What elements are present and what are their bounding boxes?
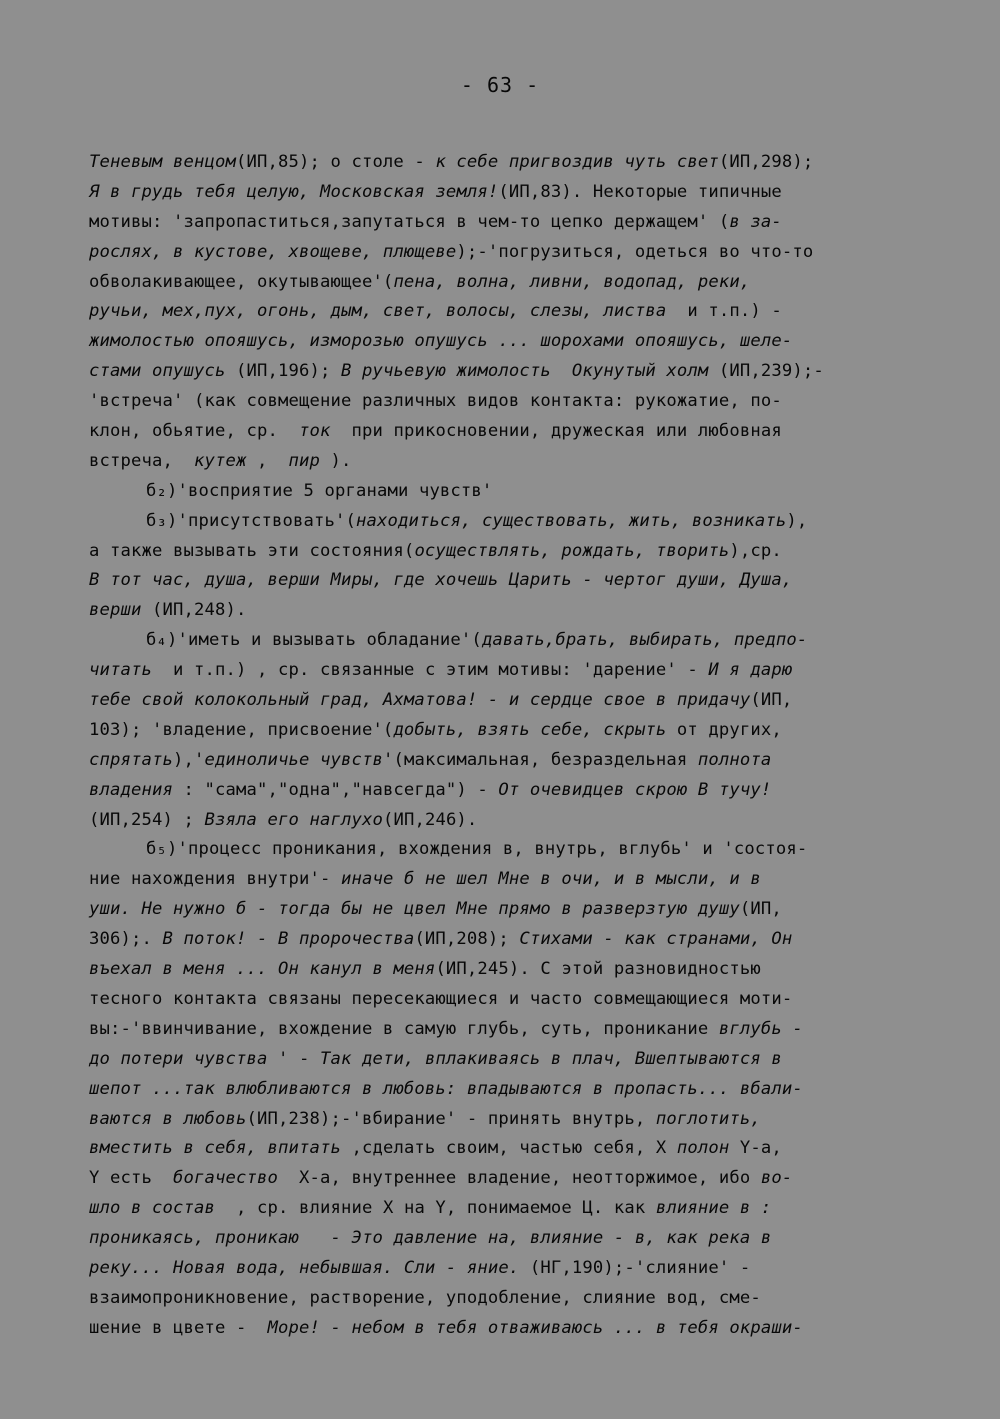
text-line [89, 387, 929, 417]
italic-text: читать [89, 660, 152, 681]
italic-text: полон [676, 1138, 730, 1159]
text-segment: б₅)'процесс проникания, вхождения в, внутрь, вглубь' и 'состоя- [146, 839, 808, 860]
italic-text: до потери чувства [89, 1048, 268, 1069]
text-segment: тесного контакта связаны пересекающиеся и часто совмещающиеся моти- [89, 988, 793, 1009]
italic-text: поглотить, [655, 1108, 761, 1129]
text-segment: , [246, 450, 289, 471]
text-line [89, 507, 929, 537]
italic-text: И я дарю [708, 660, 793, 681]
text-segment: ), [786, 510, 808, 531]
italic-text: во- [760, 1168, 793, 1189]
italic-text: единоличье чувств [204, 749, 383, 770]
body-text [89, 148, 929, 1344]
text-segment: а также вызывать эти состояния( [89, 540, 415, 561]
text-line [89, 955, 929, 985]
text-segment: мотивы: 'запропаститься,запутаться в чем-то цепко держащем' ( [89, 211, 730, 232]
text-segment: (ИП,85); о столе - [235, 152, 436, 172]
italic-text: Море! - небом в тебя отваживаюсь ... в тебя окраши- [267, 1317, 803, 1338]
text-line [89, 865, 929, 895]
text-segment: взаимопроникновение, растворение, уподобление, слияние вод, сме- [89, 1287, 761, 1308]
text-segment: б₃)'присутствовать'( [146, 510, 356, 531]
italic-text: богачество [172, 1168, 278, 1189]
italic-text: В поток! - В пророчества [162, 929, 415, 950]
text-segment: (ИП,196); [225, 361, 341, 382]
text-segment: Y есть [89, 1168, 173, 1189]
italic-text: вместить в себя, впитать [89, 1138, 341, 1159]
text-line [89, 1314, 929, 1344]
text-line [89, 238, 929, 268]
text-segment: обволакивающее, окутывающее'( [89, 271, 394, 292]
text-segment: и т.п.) - [666, 301, 782, 322]
italic-text: шло в состав [89, 1198, 215, 1219]
text-segment: 103); 'владение, присвоение'( [89, 719, 394, 740]
italic-text: иначе б не шел Мне в очи, и в мысли, и в [340, 869, 761, 890]
italic-text: находиться, существовать, жить, возникать [355, 510, 787, 531]
text-line [89, 656, 929, 686]
text-segment: (ИП,239);- [708, 361, 824, 382]
italic-text: Теневым венцом [89, 152, 236, 172]
italic-text: Стихами - как странами, Он [519, 929, 793, 950]
italic-text: добыть, взять себе, скрыть [393, 719, 667, 740]
text-segment: );-'погрузиться, одеться во что-то [456, 241, 814, 262]
text-segment: ),ср. [729, 540, 782, 561]
text-segment: (ИП, [750, 690, 793, 711]
text-segment: клон, обьятие, ср. [89, 421, 299, 442]
text-segment: ). [319, 450, 352, 471]
text-segment: ние нахождения внутри'- [89, 869, 341, 890]
italic-text: осуществлять, рождать, творить [414, 540, 730, 561]
page-number: - 63 - [460, 73, 540, 97]
text-line [89, 835, 929, 865]
text-segment: X-а, внутреннее владение, неотторжимое, ибо [277, 1168, 761, 1189]
text-segment: ,сделать своим, частью себя, X [340, 1138, 677, 1159]
italic-text: уши. Не нужно б - тогда бы не цвел Мне прямо в разверзтую душу [89, 899, 740, 920]
text-segment: ),' [172, 749, 205, 770]
text-line [89, 716, 929, 746]
text-segment: вы:-'ввинчивание, вхождение в самую глубь, суть, проникание [89, 1018, 719, 1039]
text-segment: при прикосновении, дружеская или любовная [330, 421, 782, 442]
italic-text: Взяла его наглухо [204, 809, 383, 830]
text-line [89, 477, 929, 507]
italic-text: въехал в меня ... Он канул в меня [89, 959, 436, 980]
text-segment: (ИП,248). [141, 600, 247, 621]
italic-text: ток [298, 421, 331, 442]
text-line [89, 1194, 929, 1224]
text-line [89, 1075, 929, 1105]
italic-text: В ручьевую жимолость Окунутый холм [340, 361, 709, 382]
text-line [89, 1134, 929, 1164]
text-line [89, 208, 929, 238]
italic-text: давать,брать, выбирать, предпо- [481, 630, 808, 651]
italic-text: пир [288, 450, 320, 471]
text-segment: от других, [666, 719, 782, 740]
text-segment: 306);. [89, 929, 163, 950]
text-segment: (ИП,254) ; [89, 809, 205, 830]
italic-text: верши [89, 600, 142, 621]
text-line [89, 776, 929, 806]
italic-text: Я в грудь тебя целую, Московская земля! [89, 181, 499, 202]
italic-text: тебе свой колокольный град, Ахматова! - и сердце свое в придачу [89, 690, 751, 711]
text-line [89, 1105, 929, 1135]
text-segment: (ИП,245). С этой разновидностью [435, 959, 761, 980]
text-segment: встреча, [89, 450, 194, 471]
text-segment: (ИП,298); [718, 152, 814, 172]
text-line [89, 1284, 929, 1314]
text-segment: б₂)'восприятие 5 органами чувств' [146, 480, 493, 501]
text-line [89, 1164, 929, 1194]
text-segment: (ИП,246). [382, 809, 478, 830]
italic-text: полнота [697, 749, 772, 770]
text-line [89, 268, 929, 298]
italic-text: От очевидцев скрою В тучу! [498, 779, 772, 800]
text-line [89, 746, 929, 776]
text-segment: Y-а, [729, 1138, 782, 1159]
text-segment: и т.п.) , ср. связанные с этим мотивы: 'дарение' - [152, 660, 709, 681]
italic-text: влияние в : [655, 1198, 772, 1219]
italic-text: реку... Новая вода, небывшая. Сли - яние. [89, 1257, 520, 1278]
text-line [89, 417, 929, 447]
text-line [89, 895, 929, 925]
text-segment: (ИП, [739, 899, 782, 920]
text-segment: ' - [267, 1048, 320, 1069]
text-line [89, 178, 929, 208]
italic-text: шепот ...так влюбливаются в любовь: впадываются в пропасть... вбали- [89, 1078, 803, 1099]
text-line [89, 327, 929, 357]
italic-text: жимолостью опояшусь, изморозью опушусь ... шорохами опояшусь, шеле- [89, 331, 793, 352]
text-line [89, 1224, 929, 1254]
text-line [89, 1254, 929, 1284]
italic-text: ручьи, мех,пух, огонь, дым, свет, волосы, слезы, листва [89, 301, 667, 322]
italic-text: ваются в любовь [89, 1108, 247, 1129]
italic-text: вглубь - [718, 1018, 803, 1039]
text-segment: (НГ,190);-'слияние' - [519, 1257, 751, 1278]
text-segment: (ИП,208); [414, 929, 520, 950]
italic-text: Так дети, вплакиваясь в плач, Вшептываются в [319, 1048, 782, 1069]
text-line [89, 148, 929, 178]
text-line [89, 985, 929, 1015]
text-line [89, 1045, 929, 1075]
italic-text: рослях, в кустове, хвощеве, плющеве [89, 241, 457, 262]
text-line [89, 626, 929, 656]
italic-text: В тот час, душа, верши Миры, где хочешь Царить - чертог души, Душа, [89, 570, 793, 591]
text-segment: (ИП,83). Некоторые типичные [498, 181, 782, 202]
italic-text: кутеж [193, 450, 247, 471]
italic-text: проникаясь, проникаю - Это давление на, влияние - в, как река в [89, 1228, 772, 1249]
italic-text: стами опушусь [89, 361, 226, 382]
text-segment: (ИП,238);-'вбирание' - принять внутрь, [246, 1108, 656, 1129]
text-segment: шение в цвете - [89, 1317, 268, 1338]
text-line [89, 686, 929, 716]
text-line [89, 806, 929, 836]
text-segment: 'встреча' (как совмещение различных видов контакта: рукожатие, по- [89, 391, 782, 412]
text-segment: , ср. влияние X на Y, понимаемое Ц. как [214, 1198, 656, 1219]
text-line [89, 596, 929, 626]
text-line [89, 1015, 929, 1045]
italic-text: владения [89, 779, 173, 800]
italic-text: спрятать [89, 749, 173, 770]
text-line [89, 357, 929, 387]
text-line [89, 925, 929, 955]
text-line [89, 297, 929, 327]
italic-text: пена, волна, ливни, водопад, реки, [393, 271, 751, 292]
italic-text: к себе пригвоздив чуть свет [435, 152, 719, 172]
text-line [89, 537, 929, 567]
text-segment: б₄)'иметь и вызывать обладание'( [146, 630, 482, 651]
text-line [89, 447, 929, 477]
text-segment: : "сама","одна","навсегда") - [172, 779, 499, 800]
text-line [89, 566, 929, 596]
italic-text: в за- [729, 211, 782, 232]
text-segment: '(максимальная, безраздельная [382, 749, 698, 770]
